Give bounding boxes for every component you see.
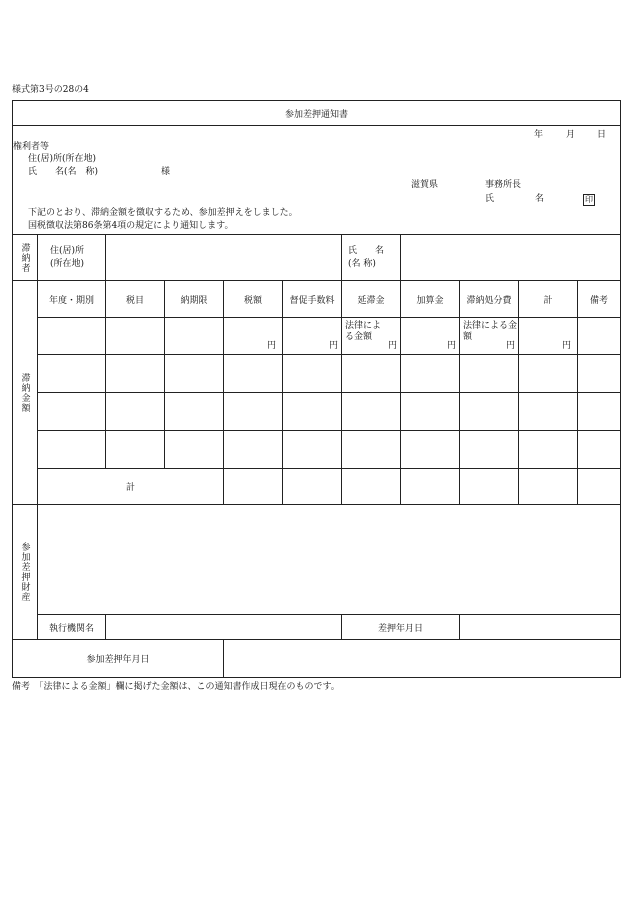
amount-cell xyxy=(38,318,106,355)
delinquent-address-value xyxy=(106,235,342,281)
delinquent-label-cell xyxy=(13,235,38,281)
amount-cell xyxy=(401,355,460,393)
amount-cell xyxy=(460,393,519,431)
yen-unit: 円 xyxy=(505,341,515,351)
recipient-address-label: 住(居)所(所在地) xyxy=(28,154,97,164)
amount-cell-subtotal xyxy=(519,318,578,355)
yen-unit: 円 xyxy=(561,341,571,351)
delinquent-address-label-cell xyxy=(38,235,106,281)
yen-unit: 円 xyxy=(387,341,397,351)
header-tax-amount: 税額 xyxy=(224,281,283,318)
delinquent-name-label-cell xyxy=(342,235,401,281)
seizure-date-value xyxy=(460,615,621,640)
header-disposition-cost: 滞納処分費 xyxy=(460,281,519,318)
property-description xyxy=(38,505,621,615)
issuer-name-shi: 氏 xyxy=(485,194,495,204)
amount-cell xyxy=(224,355,283,393)
amount-cell-reminder xyxy=(283,318,342,355)
amount-cell xyxy=(283,431,342,469)
header-late-fee: 延滞金 xyxy=(342,281,401,318)
date-year: 年 xyxy=(534,130,544,140)
header-remarks: 備考 xyxy=(578,281,621,318)
amount-cell-tax xyxy=(224,318,283,355)
recipient-honorific: 様 xyxy=(161,167,171,177)
amount-cell xyxy=(578,355,621,393)
total-cell xyxy=(283,469,342,505)
amount-cell-disposition xyxy=(460,318,519,355)
amount-label-cell xyxy=(13,281,38,505)
delinquent-address-label-2: (所在地) xyxy=(50,258,85,269)
yen-unit: 円 xyxy=(328,341,338,351)
date-month: 月 xyxy=(566,130,576,140)
total-cell xyxy=(401,469,460,505)
issuer-name-mei: 名 xyxy=(535,194,545,204)
legal-amount-note: 法律による金額 xyxy=(345,321,382,343)
total-cell xyxy=(460,469,519,505)
delinquent-label: 滞納者 xyxy=(19,242,30,273)
notice-form xyxy=(12,100,621,678)
total-cell xyxy=(342,469,401,505)
agency-label: 執行機関名 xyxy=(38,615,106,640)
seal-mark: 印 xyxy=(585,195,593,204)
amount-cell xyxy=(519,431,578,469)
property-label-cell xyxy=(13,505,38,640)
amount-cell-remarks xyxy=(578,318,621,355)
amount-cell xyxy=(342,431,401,469)
amount-label: 滞納金額 xyxy=(19,372,30,413)
amount-cell xyxy=(519,393,578,431)
amount-cell xyxy=(38,355,106,393)
amount-cell xyxy=(401,393,460,431)
amount-cell xyxy=(165,355,224,393)
amount-cell xyxy=(283,355,342,393)
amount-cell xyxy=(165,318,224,355)
total-cell xyxy=(519,469,578,505)
header-block xyxy=(13,126,621,235)
amount-cell xyxy=(106,393,165,431)
participation-date-value xyxy=(224,640,621,678)
delinquent-address-label-1: 住(居)所 xyxy=(50,245,85,256)
form-number: 様式第3号の28の4 xyxy=(12,85,89,95)
amount-cell xyxy=(342,355,401,393)
amount-cell xyxy=(342,393,401,431)
amount-cell-late-fee xyxy=(342,318,401,355)
legal-amount-note: 法律による金額 xyxy=(463,321,518,343)
amount-cell xyxy=(283,393,342,431)
yen-unit: 円 xyxy=(446,341,456,351)
amount-cell xyxy=(165,393,224,431)
agency-value xyxy=(106,615,342,640)
issuer-prefecture: 滋賀県 xyxy=(411,180,439,190)
header-tax-item: 税目 xyxy=(106,281,165,318)
delinquent-name-label-2: (名 称) xyxy=(348,258,376,269)
remark-note: 備考 「法律による金額」欄に掲げた金額は、この通知書作成日現在のものです。 xyxy=(12,682,340,692)
amount-cell-additional xyxy=(401,318,460,355)
header-due-date: 納期限 xyxy=(165,281,224,318)
date-day: 日 xyxy=(597,130,607,140)
recipient-name-label: 氏 名(名 称) xyxy=(28,167,99,177)
total-cell xyxy=(578,469,621,505)
total-cell xyxy=(224,469,283,505)
amount-cell xyxy=(224,393,283,431)
amount-cell xyxy=(224,431,283,469)
header-subtotal: 計 xyxy=(519,281,578,318)
amount-cell xyxy=(519,355,578,393)
amount-cell xyxy=(401,431,460,469)
yen-unit: 円 xyxy=(266,341,276,351)
amount-cell xyxy=(578,393,621,431)
header-reminder-fee: 督促手数料 xyxy=(283,281,342,318)
delinquent-name-label-1: 氏 名 xyxy=(348,245,385,256)
body-text-line-2: 国税徴収法第86条第4項の規定により通知します。 xyxy=(28,221,234,231)
total-label: 計 xyxy=(38,469,224,505)
header-period: 年度・期別 xyxy=(38,281,106,318)
amount-cell xyxy=(106,355,165,393)
header-additional-tax: 加算金 xyxy=(401,281,460,318)
seizure-date-label: 差押年月日 xyxy=(342,615,460,640)
delinquent-name-value xyxy=(401,235,621,281)
amount-cell xyxy=(38,431,106,469)
amount-cell xyxy=(38,393,106,431)
amount-cell xyxy=(106,318,165,355)
issuer-office: 事務所長 xyxy=(485,180,522,190)
participation-date-label: 参加差押年月日 xyxy=(13,640,224,678)
amount-cell xyxy=(165,431,224,469)
amount-cell xyxy=(578,431,621,469)
amount-cell xyxy=(460,355,519,393)
amount-cell xyxy=(106,431,165,469)
body-text-line-1: 下記のとおり、滞納金額を徴収するため、参加差押えをしました。 xyxy=(28,208,298,218)
form-title: 参加差押通知書 xyxy=(13,101,621,126)
property-label: 参加差押財産 xyxy=(19,542,30,602)
recipient-heading: 権利者等 xyxy=(13,142,50,152)
amount-cell xyxy=(460,431,519,469)
